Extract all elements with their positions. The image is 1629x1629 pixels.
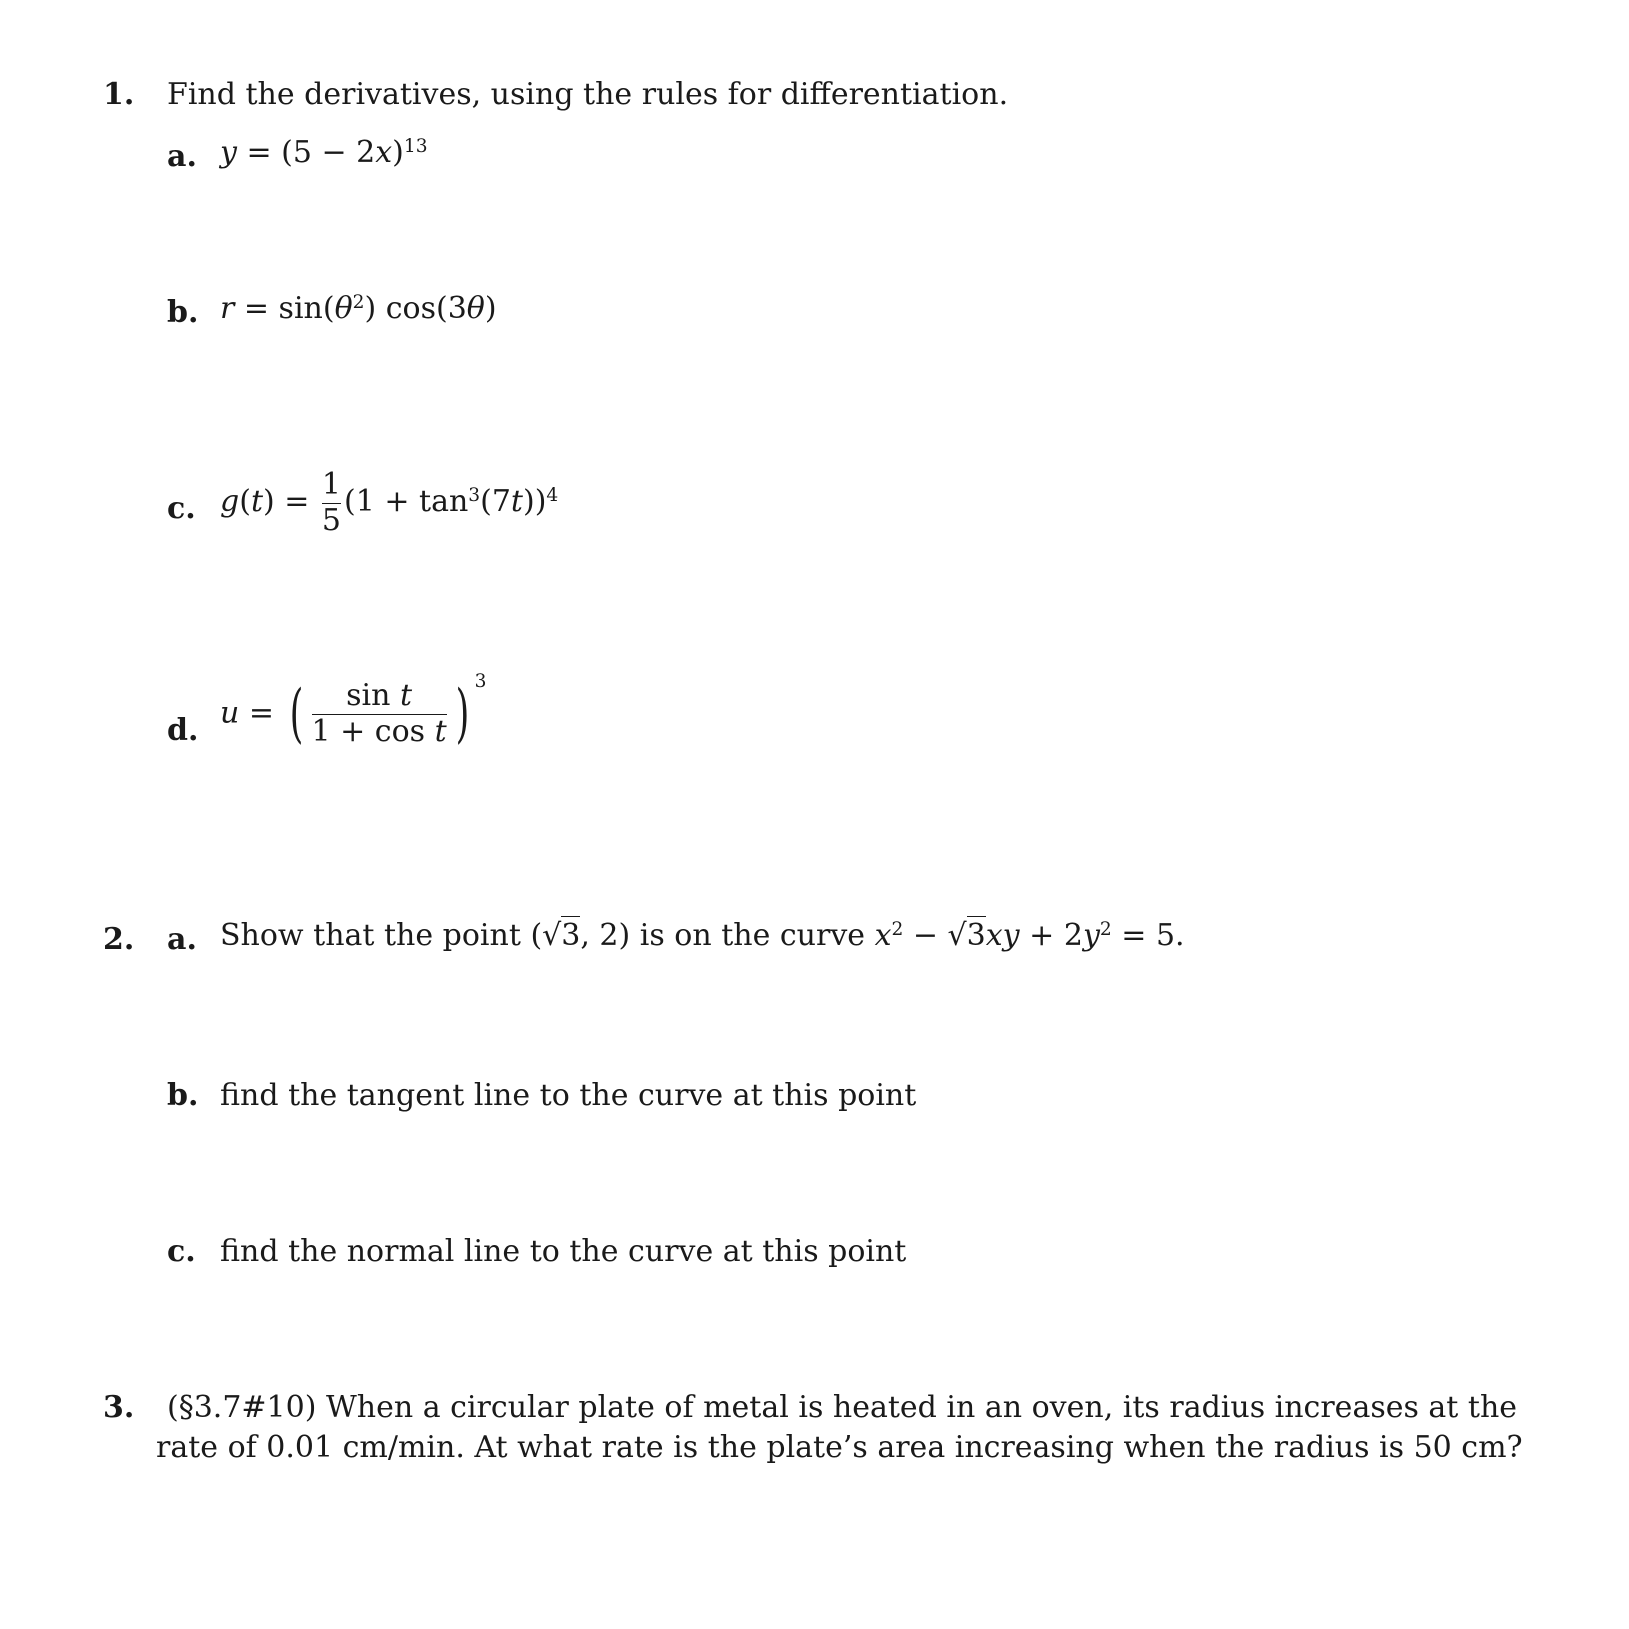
problem-1-instruction: Find the derivatives, using the rules for differentiation. <box>167 77 1009 112</box>
problem-3-line-1: (§3.7#10) When a circular plate of metal is heated in an oven, its radius increases at the <box>167 1390 1518 1425</box>
problem-1c-label: c. <box>167 491 196 526</box>
problem-1a-label: a. <box>167 139 197 174</box>
problem-1b-expression: $r = \sin(\theta^2)$ cos(3θ) <box>220 291 497 326</box>
problem-1a-expression: $y = (5 - 2x)^{13}$ <box>220 135 428 170</box>
problem-1b-label: b. <box>167 295 199 330</box>
problem-3-number: 3. <box>103 1390 135 1425</box>
problem-2-number: 2. <box>103 922 135 957</box>
problem-2c-text: find the normal line to the curve at this point <box>220 1234 907 1269</box>
problem-1d-expression: u = ( $\frac{\text{sin t}}{\text{1 + cos t}}$ ) $^3$ <box>220 671 487 751</box>
fraction-sin-over-cos: $\frac{\text{sin t}}{\text{1 + cos t}}$ <box>311 678 447 749</box>
problem-2b-text: find the tangent line to the curve at this point <box>220 1078 917 1113</box>
problem-2a-label: a. <box>167 922 197 957</box>
problem-2b-label: b. <box>167 1078 199 1113</box>
fraction-one-fifth: $\frac{1}{5}$ <box>321 467 342 538</box>
problem-1c-expression: g(t) = $\frac{1}{5}$ $(1 + \tan^3(7t))^4$ <box>220 467 559 538</box>
problem-1d-label: d. <box>167 713 199 748</box>
problem-3-line-2: rate of 0.01 cm/min. At what rate is the plate’s area increasing when the radius is 50 cm? <box>156 1430 1523 1465</box>
problem-2a-text: Show that the point (√3, 2) is on the curve $x^2 - √3xy + 2y^2 = 5$. <box>220 918 1185 953</box>
problem-2c-label: c. <box>167 1234 196 1269</box>
problem-1-number: 1. <box>103 77 135 112</box>
